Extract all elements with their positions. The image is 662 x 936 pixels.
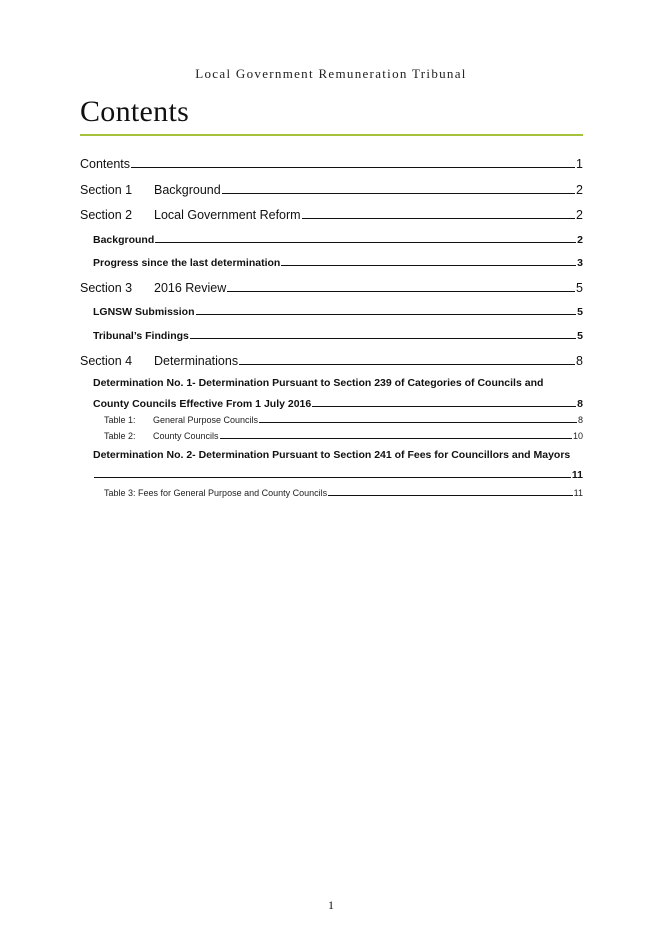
toc-page: 5 [577,306,583,318]
toc-section-key: Section 2 [80,208,133,222]
toc-leader [131,167,575,168]
toc-page: 5 [576,281,583,295]
toc-entry-section-4[interactable] [80,351,583,368]
toc-entry-table-2[interactable] [104,428,583,441]
toc-leader [222,193,575,194]
toc-label: Table 3: Fees for General Purpose and County Councils [104,488,328,498]
toc-page: 2 [576,183,583,197]
toc-leader [227,291,575,292]
toc-page: 8 [577,415,583,425]
toc-section-key: Section 3 [80,281,133,295]
toc-label: Tribunal’s Findings [93,330,189,342]
toc-page: 2 [577,234,583,246]
toc-page: 1 [576,157,583,171]
page-title: Contents [80,95,190,128]
toc-leader [220,438,572,439]
toc-page: 3 [577,257,583,269]
toc-leader [328,495,573,496]
toc-label: Contents [80,157,131,171]
toc-leader [281,265,576,266]
toc-label: Progress since the last determination [93,257,281,269]
toc-page: 8 [576,354,583,368]
toc-leader [155,242,576,243]
toc-label: Determinations [154,354,239,368]
toc-determination-2-line-1[interactable]: Determination No. 2- Determination Pursuant to Section 241 of Fees for Councillors and Mayors [93,449,571,461]
toc-leader [259,422,577,423]
toc-label: Background [154,183,221,197]
toc-entry-table-3[interactable] [104,485,583,498]
toc-entry-table-1[interactable] [104,412,583,425]
title-underline [80,134,583,136]
toc-entry-section-3[interactable] [80,278,583,295]
toc-entry-section-1[interactable] [80,180,583,197]
toc-label: 2016 Review [154,281,227,295]
toc-leader [312,406,576,407]
toc-label: LGNSW Submission [93,306,195,318]
page-number: 1 [328,898,334,912]
toc-table-key: Table 2: [104,431,136,441]
toc-entry-tribunal-findings[interactable] [93,327,583,342]
toc-section-key: Section 4 [80,354,133,368]
toc-leader [190,338,576,339]
toc-table-key: Table 1: [104,415,136,425]
toc-page: 2 [576,208,583,222]
toc-section-key: Section 1 [80,183,133,197]
toc-label: General Purpose Councils [153,415,259,425]
toc-entry-background[interactable] [93,231,583,246]
toc-entry-determination-1[interactable] [93,395,583,410]
toc-label: Background [93,234,155,246]
toc-page: 11 [573,488,583,498]
toc-leader [302,218,575,219]
toc-label: Local Government Reform [154,208,301,222]
toc-determination-1-line-1[interactable]: Determination No. 1- Determination Pursuant to Section 239 of Categories of Councils and [93,377,544,389]
toc-page: 5 [577,330,583,342]
toc-label: County Councils [153,431,219,441]
toc-label: County Councils Effective From 1 July 2016 [93,398,312,410]
toc-entry-determination-2[interactable] [93,466,583,481]
toc-entry-section-2[interactable] [80,205,583,222]
toc-page: 11 [571,469,583,481]
toc-leader [196,314,577,315]
toc-entry-lgnsw-submission[interactable] [93,303,583,318]
toc-page: 8 [577,398,583,410]
toc-leader [239,364,575,365]
toc-entry-contents[interactable] [80,154,583,171]
toc-leader [94,477,571,478]
toc-entry-progress[interactable] [93,254,583,269]
running-header: Local Government Remuneration Tribunal [195,66,467,81]
toc-page: 10 [572,431,583,441]
